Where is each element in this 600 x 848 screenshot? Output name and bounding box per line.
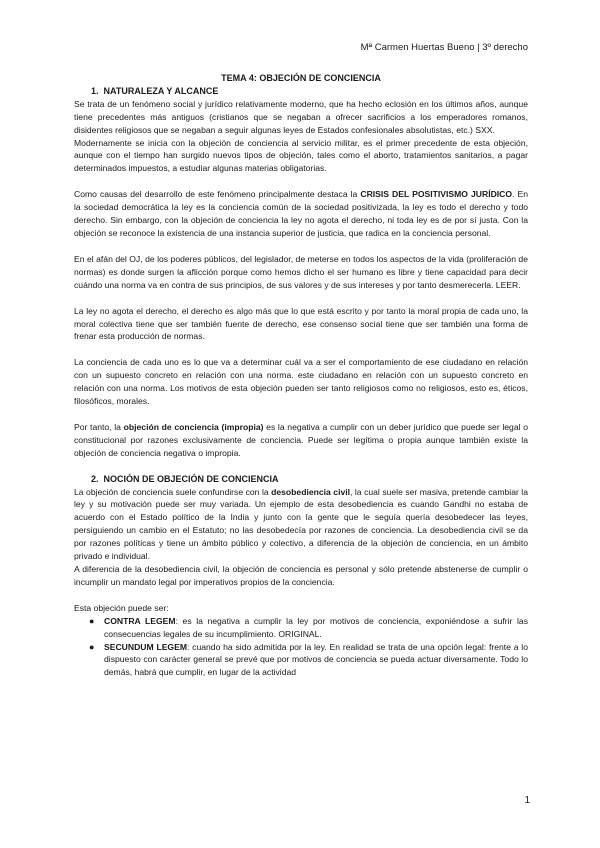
section-number: 2. <box>91 473 99 484</box>
text-run: La objeción de conciencia suele confundirse con la <box>74 486 272 497</box>
bold-term: CONTRA LEGEM <box>104 615 176 626</box>
paragraph-7 <box>74 421 528 460</box>
bullet-list <box>74 615 528 680</box>
page-number: 1 <box>524 795 530 806</box>
list-item <box>74 615 528 641</box>
section-heading-text: NATURALEZA Y ALCANCE <box>103 85 219 96</box>
spacer <box>74 589 528 602</box>
bold-term: CRISIS DEL POSITIVISMO JURÍDICO <box>360 189 513 200</box>
spacer <box>74 175 528 188</box>
spacer <box>74 292 528 305</box>
bullet-icon: ● <box>89 615 95 626</box>
spacer <box>74 460 528 473</box>
paragraph-9: A diferencia de la desobediencia civil, la objeción de conciencia es personal y sólo pretende abstenerse de cumplir o incumplir un mandato legal por imperativos propios de la conciencia. <box>74 564 528 587</box>
text-run: : cuando ha sido admitida por la ley. En realidad se trata de una opción legal: frente a lo dispuesto con carácter general se prevé que por motivos de conciencia se pueda actuar diversamente. Todo lo demás, habrá que cumplir, en lugar de la actividad <box>104 641 528 678</box>
paragraph-4: En el afán del OJ, de los poderes públicos, del legislador, de meterse en todos los aspectos de la vida (proliferación de normas) es donde surgen la aflicción porque como hemos dicho el ser humano es libre y tiene capacidad para decir cuándo una norma va en contra de sus principios, de sus valores y de sus intereses y por tanto desmerecerla. LEER. <box>74 253 528 290</box>
document-body <box>74 72 528 679</box>
paragraph-1: Se trata de un fenómeno social y jurídico relativamente moderno, que ha hecho eclosión en los últimos años, aunque tiene precedentes más antiguos (cristianos que se negaban a ofrecer sacrificios a los emperadores romanos, disidentes religiosos que se negaban a seguir algunas leyes de Estados confesionales absolutistas, etc.) SXX. <box>74 98 528 135</box>
text-run: Como causas del desarrollo de este fenómeno principalmente destaca la <box>74 189 361 200</box>
paragraph-3 <box>74 188 528 240</box>
bullet-icon: ● <box>89 641 95 652</box>
paragraph-6: La conciencia de cada uno es lo que va a determinar cuál va a ser el comportamiento de ese ciudadano en relación con un supuesto concreto en relación con una norma. este ciudadano en relación con un supuesto concreto en relación con una norma. Los motivos de esta objeción pueden ser tanto religiosos como no religiosos, esto es, éticos, filosóficos, morales. <box>74 357 528 407</box>
page-header: Mª Carmen Huertas Bueno | 3º derecho <box>360 42 528 53</box>
section-number: 1. <box>91 85 99 96</box>
text-run: es la negativa a cumplir con un deber jurídico que puede ser legal o constitucional por razones exclusivamente de conciencia. Puede ser legítima o propia aunque también existe la objeción de conciencia negativa o impropia. <box>74 421 528 458</box>
paragraph-8 <box>74 486 528 563</box>
text-run: . En la sociedad democrática la ley es la conciencia común de la sociedad positivizada, la ley es todo el derecho y todo derecho. Sin embargo, con la objeción de conciencia la ley no agota el derecho, ni toda ley es de por sí justa. Con la objeción se reconoce la existencia de una instancia superior de justicia, que radica en la conciencia personal. <box>74 189 528 238</box>
text-run: : es la negativa a cumplir la ley por motivos de conciencia, exponiéndose a sufrir las consecuencias legales de su incumplimiento. ORIGINAL. <box>104 615 528 639</box>
paragraph-5: La ley no agota el derecho, el derecho es algo más que lo que está escrito y por tanto la moral propia de cada uno, la moral colectiva tiene que ser también fuente de derecho, ese consenso social tiene que ser también una forma de frenar esta producción de normas. <box>74 305 528 342</box>
list-item <box>74 641 528 680</box>
document-title: TEMA 4: OBJECIÓN DE CONCIENCIA <box>221 73 381 83</box>
text-run: , la cual suele ser masiva, pretende cambiar la ley y su motivación puede ser muy variada. Un ejemplo de esta desobediencia es cuando Gandhi no estaba de acuerdo con el Estado político de la India y junto con la gente que le seguía quería desobedecer las leyes, persiguiendo un cambio en el Estatuto; no las desobedecía por razones de conciencia. La desobediencia civil se da por razones políticas y tiene un ámbito público y colectivo, a diferencia de la objeción de conciencia, en un ámbito privado e individual. <box>74 486 529 562</box>
spacer <box>74 408 528 421</box>
section-heading-1 <box>74 85 528 98</box>
section-heading-text: NOCIÓN DE OBJECIÓN DE CONCIENCIA <box>103 473 279 484</box>
spacer <box>74 343 528 356</box>
section-heading-2 <box>74 473 528 486</box>
spacer <box>74 240 528 253</box>
paragraph-2: Modernamente se inicia con la objeción de conciencia al servicio militar, es el primer precedente de esta objeción, aunque con el tiempo han surgido nuevos tipos de objeción, tales como el aborto, tratamientos sanitarios, a pagar determinados impuestos, a estudiar algunas materias obligatorias. <box>74 137 528 174</box>
paragraph-10: Esta objeción puede ser: <box>74 602 169 613</box>
text-run: Por tanto, la <box>74 421 124 432</box>
bold-term: objeción de conciencia (impropia) <box>123 421 264 432</box>
bold-term: desobediencia civil <box>271 486 351 497</box>
bold-term: SECUNDUM LEGEM <box>104 641 187 652</box>
